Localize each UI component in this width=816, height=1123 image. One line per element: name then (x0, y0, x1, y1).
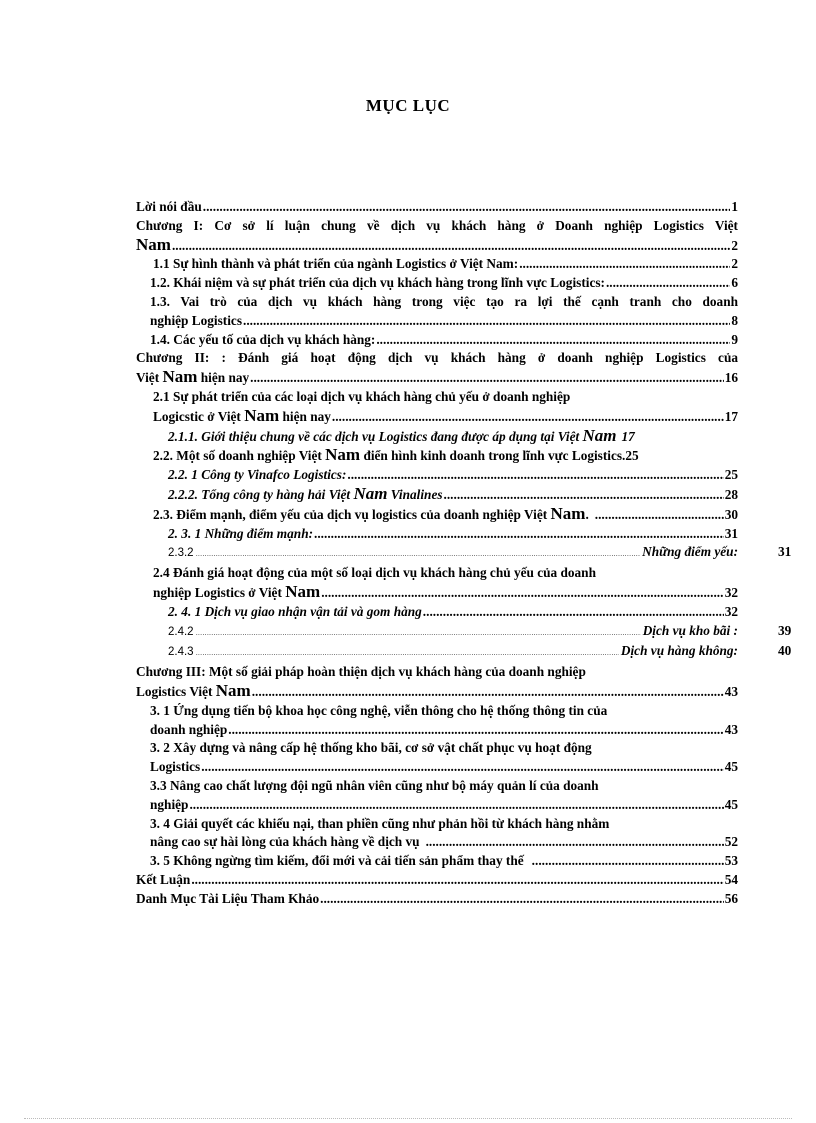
toc-page-number: 31 (778, 544, 792, 560)
dot-leader (321, 584, 724, 603)
toc-page-number: 25 (724, 467, 738, 483)
dot-leader (252, 683, 724, 702)
toc-entry-title: Việt Nam hiện nay (136, 367, 250, 387)
toc-entry-title: Nam (136, 234, 171, 254)
toc-entry-1-2[interactable] (136, 274, 738, 293)
toc-entry-title: 2. 3. 1 Những điểm mạnh: (168, 525, 314, 541)
dot-leader (196, 624, 641, 643)
toc-entry-title: 2.2. 1 Công ty Vinafco Logistics: (168, 467, 347, 483)
toc-entry-1-3[interactable] (136, 312, 738, 331)
toc-entry-2-4[interactable] (136, 583, 738, 603)
toc-entry-title: 2.2. Một số doanh nghiệp Việt Nam điển hình kinh doanh trong lĩnh vực Logistics. (153, 445, 626, 465)
toc-entry-2-3[interactable] (136, 505, 738, 525)
toc-page-number: 45 (724, 796, 738, 812)
toc-entry-chapter-2[interactable] (136, 368, 738, 388)
toc-entry-2-2-1[interactable] (136, 466, 738, 485)
dot-leader (519, 255, 730, 274)
dot-leader (201, 758, 723, 777)
page-bottom-divider (24, 1118, 792, 1119)
toc-page-number: 28 (724, 486, 738, 502)
toc-entry-2-2[interactable] (136, 446, 773, 466)
toc-entry-title: 1.1 Sự hình thành và phát triển của ngành Logistics ở Việt Nam: (153, 256, 519, 272)
dot-leader (191, 871, 723, 890)
dot-leader (250, 369, 724, 388)
toc-page-number: 6 (731, 275, 738, 291)
toc-entry-number: 2.3.2 (168, 547, 194, 560)
toc-entry-title: 1.4. Các yếu tố của dịch vụ khách hàng: (150, 331, 376, 347)
dot-leader (320, 890, 724, 909)
toc-page-number: 45 (724, 759, 738, 775)
toc-page-number: 56 (724, 890, 738, 906)
dot-leader (228, 721, 723, 740)
toc-entry-chapter-3-line1[interactable]: Chương III: Một số giải pháp hoàn thiện dịch vụ khách hàng của doanh nghiệp (136, 664, 586, 680)
toc-page-number: 16 (724, 370, 738, 386)
toc-entry-title: doanh nghiệp (150, 721, 228, 737)
toc-entry-chapter-2-line1[interactable]: Chương II: : Đánh giá hoạt động dịch vụ khách hàng ở doanh nghiệp Logistics của (136, 350, 738, 366)
dot-leader (606, 274, 730, 293)
dot-leader (347, 466, 723, 485)
toc-entry-3-2-line1[interactable]: 3. 2 Xây dựng và nâng cấp hệ thống kho bãi, cơ sở vật chất phục vụ hoạt động (150, 740, 592, 756)
dot-leader (196, 644, 619, 663)
dot-leader (376, 331, 730, 350)
toc-entry-3-4-line1[interactable]: 3. 4 Giải quyết các khiếu nại, than phiền cũng như phản hồi từ khách hàng nhằm (150, 815, 610, 831)
toc-page-number: 8 (731, 312, 738, 328)
toc-entry-2-4-3[interactable] (136, 642, 792, 663)
dot-leader (243, 312, 730, 331)
toc-entry-2-3-1[interactable] (136, 525, 738, 544)
dot-leader (423, 603, 724, 622)
toc-entry-1-4[interactable] (136, 331, 738, 350)
dot-leader (444, 486, 724, 505)
toc-entry-title: Kết Luận (136, 871, 191, 887)
toc-entry-1-1[interactable] (136, 255, 738, 274)
toc-page-number: 52 (724, 834, 738, 850)
toc-page-number: 53 (724, 853, 738, 869)
toc-page-number: 32 (724, 603, 738, 619)
dot-leader (314, 525, 724, 544)
toc-entry-title: Logistics Việt Nam (136, 680, 251, 700)
toc-page-number: 9 (731, 331, 738, 347)
table-of-contents (136, 198, 792, 908)
toc-page-number: 31 (724, 525, 738, 541)
toc-entry-1-3-line1[interactable]: 1.3. Vai trò của dịch vụ khách hàng trong việc tạo ra lợi thế cạnh tranh cho doanh (150, 293, 738, 309)
toc-entry-title: 2.1.1. Giới thiệu chung về các dịch vụ Logistics đang được áp dụng tại Việt Nam (168, 425, 617, 445)
toc-entry-loi-noi-dau[interactable] (136, 198, 738, 217)
dot-leader (426, 833, 724, 852)
toc-page-number: 1 (731, 199, 738, 214)
toc-page-number: 2 (731, 256, 738, 272)
toc-entry-number: 2.4.2 (168, 625, 194, 638)
toc-entry-title: nâng cao sự hài lòng của khách hàng về dịch vụ (150, 834, 420, 850)
toc-entry-number: 2.4.3 (168, 646, 194, 659)
toc-entry-title: Danh Mục Tài Liệu Tham Khảo (136, 890, 320, 906)
toc-entry-3-4[interactable] (136, 833, 738, 852)
toc-page-number: 32 (724, 584, 738, 600)
toc-entry-title: Dịch vụ hàng không: (620, 643, 738, 659)
toc-entry-2-2-2[interactable] (136, 485, 738, 505)
toc-entry-3-3[interactable] (136, 796, 738, 815)
toc-entry-title: Logicstic ở Việt Nam hiện nay (153, 405, 331, 425)
toc-page-number: 30 (724, 506, 738, 522)
toc-page-number: 39 (778, 622, 792, 638)
toc-entry-2-3-2[interactable] (136, 543, 792, 564)
toc-entry-chapter-3[interactable] (136, 682, 738, 702)
toc-entry-3-3-line1[interactable]: 3.3 Nâng cao chất lượng đội ngũ nhân viên cũng như bộ máy quản lí của doanh (150, 777, 599, 793)
dot-leader (203, 198, 731, 217)
page-title: MỤC LỤC (365, 96, 451, 115)
toc-entry-title: 1.2. Khái niệm và sự phát triển của dịch vụ khách hàng trong lĩnh vực Logistics: (150, 275, 605, 291)
toc-entry-3-2[interactable] (136, 758, 738, 777)
toc-entry-title: nghiệp Logistics ở Việt Nam (153, 581, 321, 601)
toc-entry-2-4-2[interactable] (136, 622, 792, 643)
toc-entry-chapter-1[interactable] (136, 236, 738, 256)
toc-entry-3-1[interactable] (136, 721, 738, 740)
toc-entry-title: nghiệp (150, 796, 189, 812)
toc-entry-title: Lời nói đầu (136, 199, 202, 214)
toc-entry-3-5[interactable] (136, 852, 738, 871)
toc-entry-title: nghiệp Logistics (150, 312, 242, 328)
toc-entry-2-1[interactable] (136, 407, 738, 427)
toc-page-number: 25 (625, 448, 639, 464)
toc-entry-title: 2.2.2. Tổng công ty hàng hải Việt Nam Vinalines (168, 483, 443, 503)
toc-page-number: 54 (724, 871, 738, 887)
toc-entry-3-1-line1[interactable]: 3. 1 Ứng dụng tiến bộ khoa học công nghệ, viễn thông cho hệ thống thông tin của (150, 702, 608, 718)
toc-page-number: 17 (724, 408, 738, 424)
toc-entry-2-4-line1[interactable]: 2.4 Đánh giá hoạt động của một số loại dịch vụ khách hàng chủ yếu của doanh (153, 565, 596, 581)
toc-page-number: 2 (731, 237, 738, 253)
toc-page-number: 40 (778, 643, 792, 659)
toc-entry-2-1-1[interactable] (136, 427, 738, 447)
toc-entry-2-4-1[interactable] (136, 603, 738, 622)
dot-leader (172, 237, 730, 256)
dot-leader (196, 545, 641, 564)
toc-entry-ket-luan[interactable] (136, 871, 738, 890)
toc-entry-title: Những điểm yếu: (642, 544, 738, 560)
dot-leader (595, 506, 724, 525)
toc-entry-title: 2. 4. 1 Dịch vụ giao nhận vận tải và gom hàng (168, 603, 422, 619)
toc-page-number: 43 (724, 683, 738, 699)
dot-leader (332, 408, 724, 427)
dot-leader (189, 796, 723, 815)
toc-entry-2-1-line1[interactable]: 2.1 Sự phát triển của các loại dịch vụ khách hàng chủ yếu ở doanh nghiệp (153, 388, 571, 404)
toc-entry-tai-lieu-tham-khao[interactable] (136, 890, 738, 909)
toc-entry-title: Dịch vụ kho bãi : (642, 622, 738, 638)
toc-page-number: 17 (621, 428, 635, 444)
toc-entry-title: Logistics (150, 759, 201, 775)
toc-page-number: 43 (724, 721, 738, 737)
toc-entry-title: 2.3. Điểm mạnh, điểm yếu của dịch vụ logistics của doanh nghiệp Việt Nam. (153, 503, 589, 523)
toc-entry-title: 3. 5 Không ngừng tìm kiếm, đổi mới và cải tiến sản phẩm thay thế (150, 853, 524, 869)
toc-entry-chapter-1-line1[interactable]: Chương I: Cơ sở lí luận chung về dịch vụ khách hàng ở Doanh nghiệp Logistics Việt (136, 217, 738, 233)
dot-leader (532, 852, 724, 871)
